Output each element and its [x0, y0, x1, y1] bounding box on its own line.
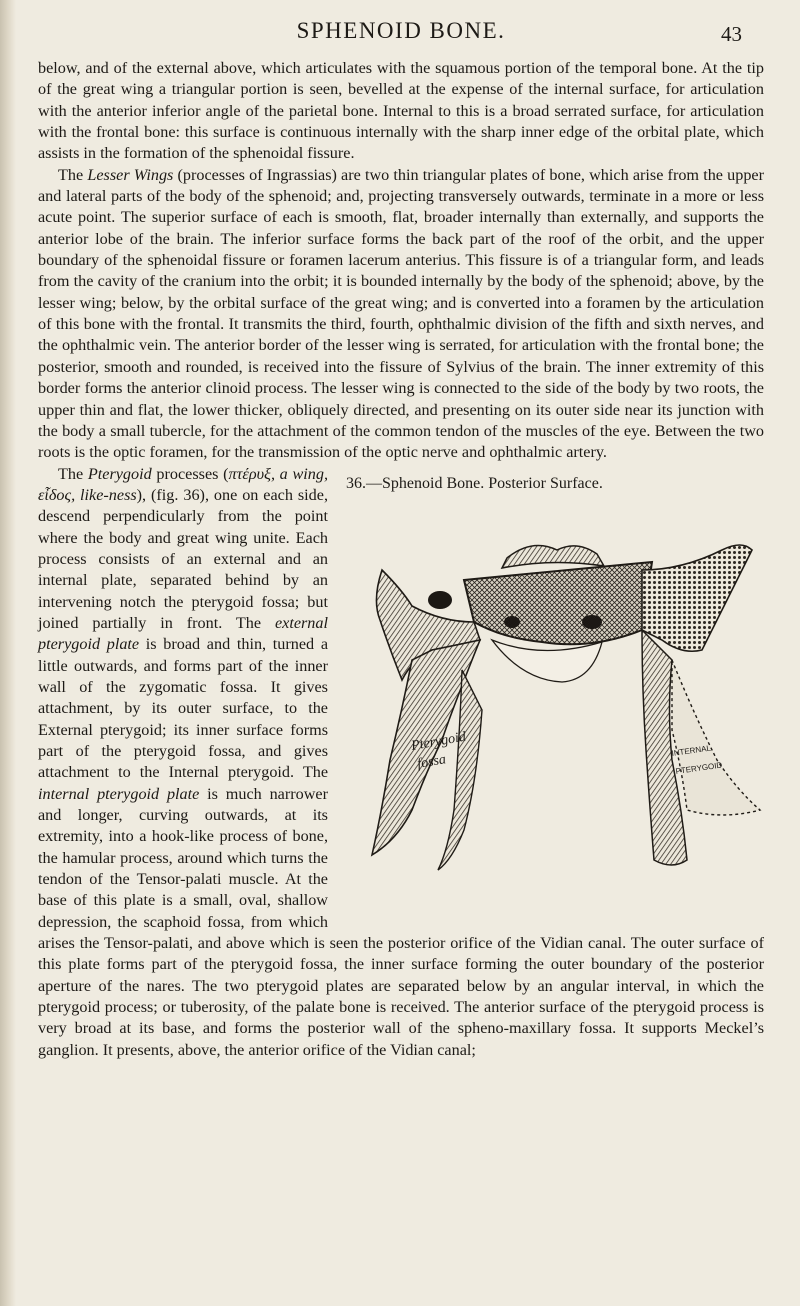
paragraph-lesser-wings [38, 165, 764, 464]
text-run: ), (fig. 36), one on each side, descend perpendicularly from the point where the body and great wing unite. Each process consists of an external and an internal plate, separated behind by an intervening notch the pterygoid fossa; but joined partially in front. The [38, 485, 329, 632]
label-pterygoid: Pterygoid [410, 729, 468, 754]
book-spine-edge [0, 0, 16, 1306]
text-run: is much narrower and longer, curving outwards, at its extremity, into a hook-like process of bone, the hamular process, around which turns the tendon of the Tensor-palati muscle. At the base of this plate is a small, oval, shallow depression, the scaphoid fossa, from which arises the Tensor-palati, and above which is seen the posterior orifice of the Vidian canal. The outer surface of this plate forms part of the pterygoid fossa, the inner surface forming the outer boundary of the posterior aperture of the nares. The two pterygoid plates are separated below by an angular interval, in which the pterygoid process; or tuberosity, of the palate bone is received. The anterior surface of the pterygoid process is very broad at its base, and forms the posterior wall of the spheno-maxillary fossa. It supports Meckel’s ganglion. It presents, above, the anterior orifice of the Vidian canal; [38, 784, 764, 1059]
text-run: The [58, 464, 88, 483]
figure-36 [342, 470, 764, 917]
running-title: SPHENOID BONE. [296, 18, 506, 43]
page-number: 43 [721, 22, 742, 46]
term-external-pterygoid-plate: external pterygoid plate [38, 613, 328, 654]
label-internal: INTERNAL [671, 743, 712, 758]
text-run: is broad and thin, turned a little outwards, and forms part of the inner wall of the zygomatic fossa. It gives attachment, by its outer surface, to the External pterygoid; its inner surface forms part of the pterygoid fossa, and gives attachment to the Internal pterygoid. The [38, 635, 328, 782]
greek-etymology: πτέρυξ, a wing, εἶδος, like-ness [38, 464, 329, 504]
label-fossa: fossa [416, 751, 448, 772]
figure-number: 36. [346, 474, 366, 492]
text-run: (processes of Ingrassias) are two thin triangular plates of bone, which arise from the upper and lateral parts of the body of the sphenoid; and, projecting transversely outwards, terminate in a more or less acute point. The superior surface of each is smooth, flat, broader internally than externally, and supports the anterior lobe of the brain. The inferior surface forms the back part of the roof of the orbit, and the upper boundary of the sphenoidal fissure or foramen lacerum anterius. This fissure is of a triangular form, and leads from the cavity of the cranium into the orbit; it is bounded internally by the body of the sphenoid; above, by the lesser wing; below, by the orbital surface of the great wing; and is converted into a foramen by the articulation of this bone with the frontal. It transmits the third, fourth, ophthalmic division of the fifth and sixth nerves, and the ophthalmic vein. The anterior border of the lesser wing is serrated, for articulation with the frontal bone; the posterior, smooth and rounded, is received into the fissure of Sylvius of the brain. The inner extremity of this border forms the anterior clinoid process. The lesser wing is connected to the side of the body by two roots, the upper thin and flat, the lower thicker, obliquely directed, and presenting on its outer side near its junction with the body a small tubercle, for the attachment of the common tendon of the muscles of the eye. Between the two roots is the optic foramen, for the transmission of the optic nerve and ophthalmic artery. [38, 165, 764, 462]
figure-caption-text: —Sphenoid Bone. Posterior Surface. [366, 474, 603, 492]
text-run: processes ( [151, 464, 229, 483]
figure-caption [342, 474, 764, 493]
paragraph-great-wing: below, and of the external above, which articulates with the squamous portion of the temporal bone. At the tip of the great wing a triangular portion is seen, bevelled at the expense of the internal surface, for articulation with the anterior inferior angle of the parietal bone. Internal to this is a broad serrated surface, for articulation with the frontal bone: this surface is continuous internally with the sharp inner edge of the orbital plate, which assists in the formation of the sphenoidal fissure. [38, 59, 764, 163]
term-lesser-wings: Lesser Wings [87, 165, 174, 184]
label-pterygoid-caps: PTERYGOID [675, 760, 723, 776]
term-internal-pterygoid-plate: internal pterygoid plate [38, 784, 200, 803]
text-run: The [58, 165, 88, 184]
page-header [38, 0, 764, 58]
sphenoid-bone-illustration [342, 510, 764, 910]
page [38, 0, 764, 1061]
term-pterygoid: Pterygoid [87, 464, 152, 483]
